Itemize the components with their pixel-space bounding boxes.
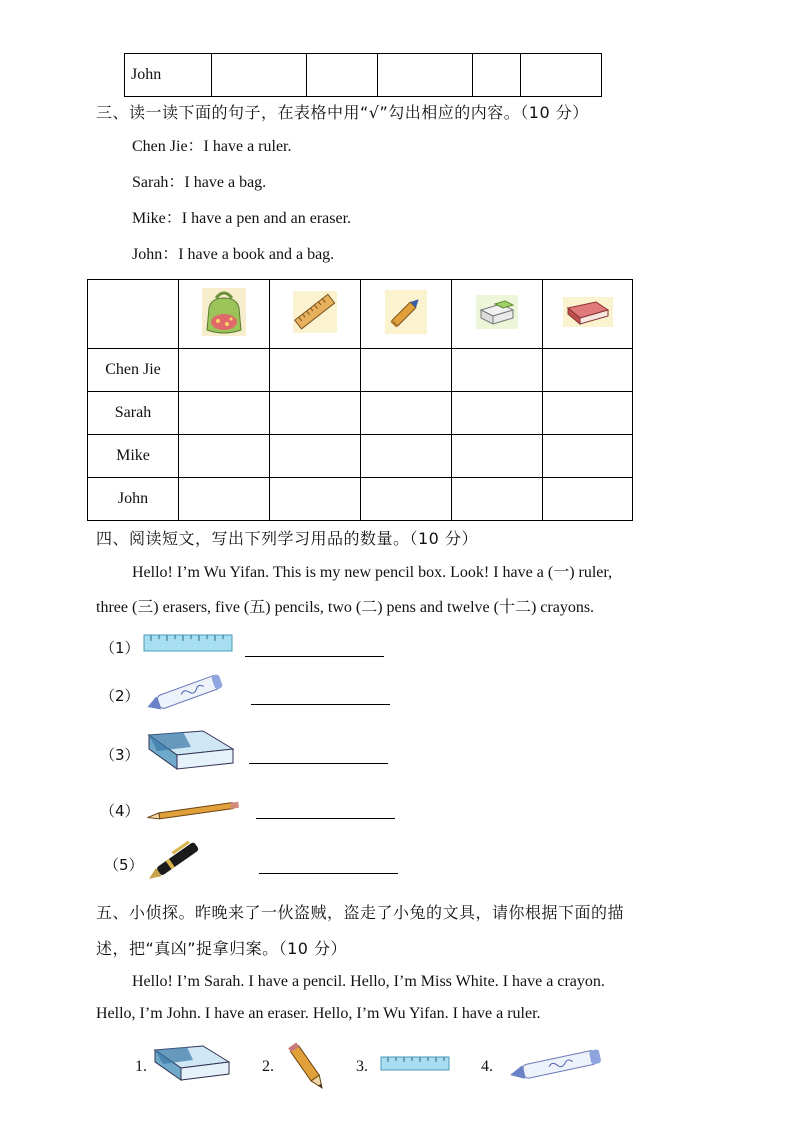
option-label: 3. [356,1058,368,1075]
check-cell[interactable] [270,435,361,478]
check-table [87,279,633,521]
check-cell[interactable] [452,349,543,392]
check-cell[interactable] [543,435,633,478]
check-cell[interactable] [452,392,543,435]
answer-blank[interactable] [259,872,398,874]
check-cell[interactable] [179,435,270,478]
eraser-icon[interactable] [151,1042,233,1084]
ruler-icon [143,632,235,656]
book-icon [562,296,614,328]
option-label: 1. [135,1058,147,1075]
answer-cell[interactable] [473,54,521,97]
check-cell[interactable] [361,478,452,521]
item-label: （2） [100,687,140,705]
ruler-icon[interactable] [380,1055,452,1073]
section5-passage-line1: Hello! I’m Sarah. I have a pencil. Hello, I’m Miss White. I have a crayon. [132,973,605,990]
check-cell[interactable] [361,435,452,478]
section4-heading: 四、阅读短文，写出下列学习用品的数量。（10 分） [96,529,478,548]
row-label-sarah: Sarah [88,392,179,435]
check-cell[interactable] [452,435,543,478]
pen-icon [384,289,428,335]
check-cell[interactable] [270,349,361,392]
sentence-chenjie: Chen Jie：I have a ruler. [132,138,292,155]
section4-passage-line1: Hello! I’m Wu Yifan. This is my new pencil box. Look! I have a (一) ruler, [132,564,613,581]
check-cell[interactable] [270,392,361,435]
option-label: 2. [262,1058,274,1075]
answer-cell[interactable] [521,54,602,97]
answer-blank[interactable] [249,762,388,764]
row-label-mike: Mike [88,435,179,478]
column-ruler [270,280,361,349]
item-label: （3） [100,746,140,764]
pen-icon [143,834,209,886]
corner-cell [88,280,179,349]
check-cell[interactable] [543,349,633,392]
check-cell[interactable] [270,478,361,521]
check-cell[interactable] [361,392,452,435]
check-cell[interactable] [179,478,270,521]
column-book [543,280,633,349]
check-cell[interactable] [452,478,543,521]
bag-icon [201,286,247,338]
check-cell[interactable] [179,392,270,435]
answer-cell[interactable] [378,54,473,97]
pencil-icon [145,798,243,824]
option-label: 4. [481,1058,493,1075]
pencil-icon[interactable] [282,1034,330,1096]
answer-blank[interactable] [245,655,384,657]
check-cell[interactable] [179,349,270,392]
item-label: （1） [100,639,140,657]
eraser-icon [475,294,519,330]
ruler-icon [292,290,338,334]
check-cell[interactable] [543,392,633,435]
crayon-icon [141,672,231,714]
section4-passage-line2: three (三) erasers, five (五) pencils, two (二) pens and twelve (十二) crayons. [96,599,595,616]
crayon-icon[interactable] [505,1045,609,1085]
section3-heading: 三、读一读下面的句子，在表格中用“√”勾出相应的内容。（10 分） [96,103,589,122]
answer-blank[interactable] [251,703,390,705]
column-eraser [452,280,543,349]
column-pen [361,280,452,349]
eraser-icon [143,727,237,775]
top-table [124,53,602,97]
row-label-chenjie: Chen Jie [88,349,179,392]
row-label-john: John [88,478,179,521]
item-label: （5） [104,856,144,874]
item-label: （4） [100,802,140,820]
sentence-sarah: Sarah：I have a bag. [132,174,267,191]
column-bag [179,280,270,349]
top-table-row-label: John [125,54,212,97]
answer-blank[interactable] [256,817,395,819]
check-cell[interactable] [543,478,633,521]
sentence-mike: Mike：I have a pen and an eraser. [132,210,352,227]
section5-heading-line1: 五、小侦探。昨晚来了一伙盗贼，盗走了小兔的文具，请你根据下面的描 [96,903,625,922]
sentence-john: John：I have a book and a bag. [132,246,335,263]
answer-cell[interactable] [212,54,307,97]
section5-passage-line2: Hello, I’m John. I have an eraser. Hello, I’m Wu Yifan. I have a ruler. [96,1005,541,1022]
check-cell[interactable] [361,349,452,392]
answer-cell[interactable] [307,54,378,97]
section5-heading-line2: 述，把“真凶”捉拿归案。（10 分） [96,939,348,958]
